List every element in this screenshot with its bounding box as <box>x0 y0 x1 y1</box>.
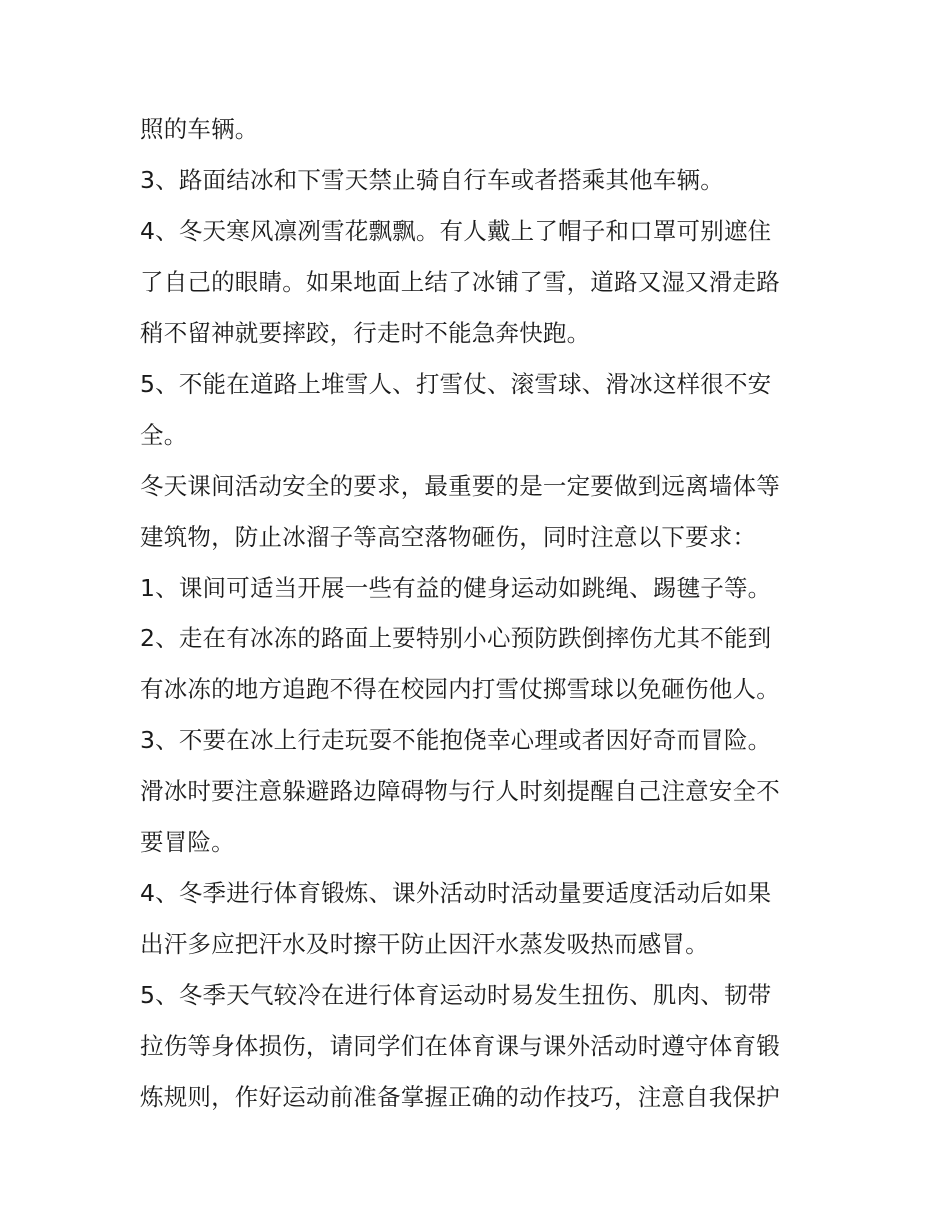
text-line: 有冰冻的地方追跑不得在校园内打雪仗掷雪球以免砸伤他人。 <box>140 675 780 703</box>
text-line: 3、路面结冰和下雪天禁止骑自行车或者搭乘其他车辆。 <box>140 166 724 194</box>
text-line: 建筑物，防止冰溜子等高空落物砸伤，同时注意以下要求： <box>140 523 757 551</box>
text-line: 5、不能在道路上堆雪人、打雪仗、滚雪球、滑冰这样很不安 <box>140 370 772 398</box>
text-line: 照的车辆。 <box>140 115 259 143</box>
text-line: 炼规则，作好运动前准备掌握正确的动作技巧，注意自我保护 <box>140 1083 780 1111</box>
text-line: 出汗多应把汗水及时擦干防止因汗水蒸发吸热而感冒。 <box>140 930 709 958</box>
text-line: 拉伤等身体损伤，请同学们在体育课与课外活动时遵守体育锻 <box>140 1032 780 1060</box>
text-line: 2、走在有冰冻的路面上要特别小心预防跌倒摔伤尤其不能到 <box>140 624 772 652</box>
text-line: 4、冬季进行体育锻炼、课外活动时活动量要适度活动后如果 <box>140 879 772 907</box>
text-line: 5、冬季天气较冷在进行体育运动时易发生扭伤、肌肉、韧带 <box>140 981 772 1009</box>
text-line: 1、课间可适当开展一些有益的健身运动如跳绳、踢毽子等。 <box>140 574 772 602</box>
text-line: 4、冬天寒风凛冽雪花飘飘。有人戴上了帽子和口罩可别遮住 <box>140 217 772 245</box>
text-line: 了自己的眼睛。如果地面上结了冰铺了雪，道路又湿又滑走路 <box>140 268 780 296</box>
text-line: 稍不留神就要摔跤，行走时不能急奔快跑。 <box>140 319 591 347</box>
text-line: 要冒险。 <box>140 828 235 856</box>
text-line: 3、不要在冰上行走玩耍不能抱侥幸心理或者因好奇而冒险。 <box>140 726 772 754</box>
text-line: 冬天课间活动安全的要求，最重要的是一定要做到远离墙体等 <box>140 472 780 500</box>
text-line: 全。 <box>140 421 188 449</box>
text-line: 滑冰时要注意躲避路边障碍物与行人时刻提醒自己注意安全不 <box>140 777 780 805</box>
